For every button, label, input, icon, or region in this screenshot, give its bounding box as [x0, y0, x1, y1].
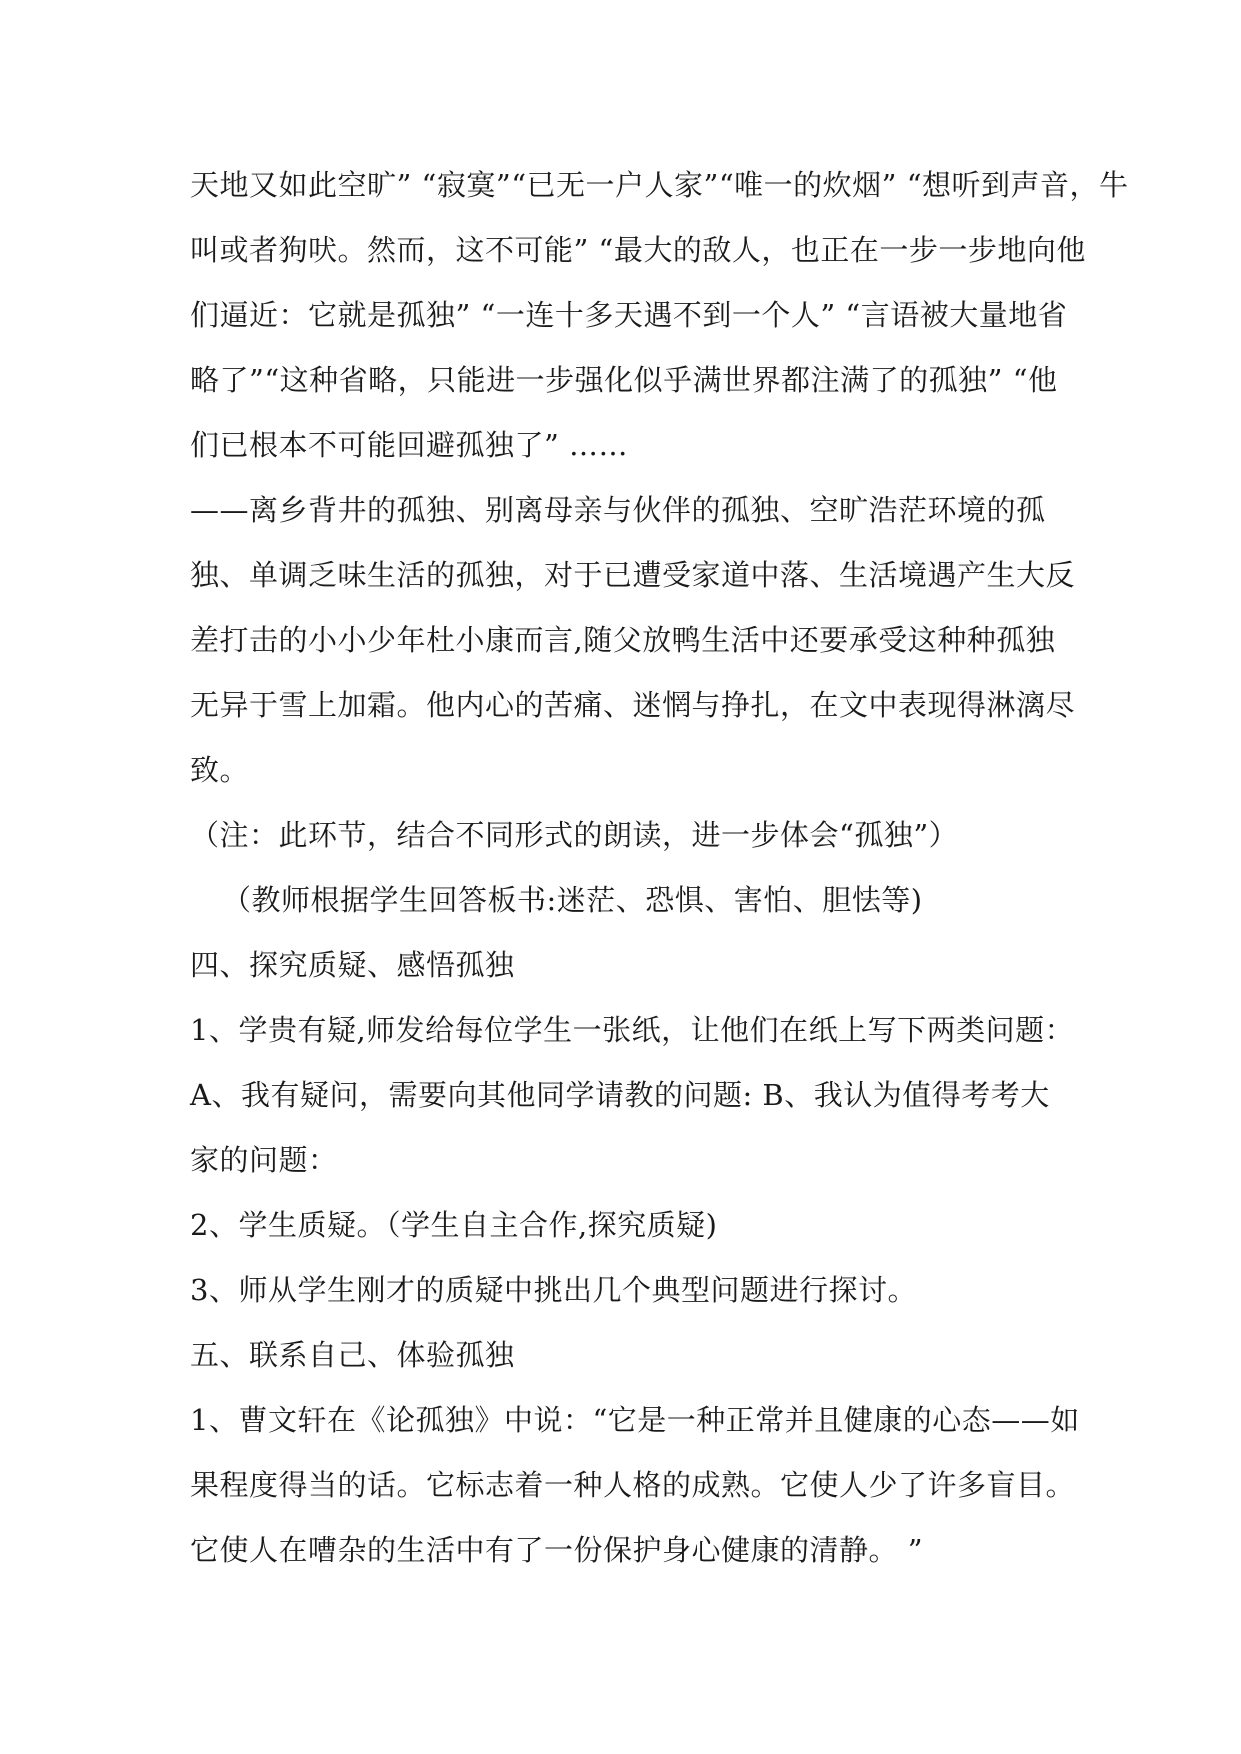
text-line: 差打击的小小少年杜小康而言,随父放鸭生活中还要承受这种种孤独 — [190, 623, 1056, 657]
list-item: 2、学生质疑。（学生自主合作,探究质疑) — [190, 1208, 718, 1242]
text-line: 独、单调乏味生活的孤独，对于已遭受家道中落、生活境遇产生大反 — [190, 558, 1076, 592]
text-line: 无异于雪上加霜。他内心的苦痛、迷惘与挣扎，在文中表现得淋漓尽 — [190, 688, 1076, 722]
teacher-note-line: （教师根据学生回答板书:迷茫、恐惧、害怕、胆怯等) — [222, 883, 923, 917]
list-item: 1、曹文轩在《论孤独》中说：“它是一种正常并且健康的心态——如 — [190, 1403, 1080, 1437]
section-title: 五、联系自己、体验孤独 — [190, 1338, 515, 1372]
section-title: 四、探究质疑、感悟孤独 — [190, 948, 515, 982]
list-item: 果程度得当的话。它标志着一种人格的成熟。它使人少了许多盲目。 — [190, 1468, 1076, 1502]
text-line: 略了”“这种省略，只能进一步强化似乎满世界都注满了的孤独” “他 — [190, 363, 1058, 397]
list-item: 1、学贵有疑,师发给每位学生一张纸，让他们在纸上写下两类问题： — [190, 1013, 1075, 1047]
list-item: A、我有疑问，需要向其他同学请教的问题: B、我认为值得考考大 — [190, 1078, 1050, 1112]
text-line: 致。 — [190, 753, 250, 787]
text-line: 叫或者狗吠。然而，这不可能” “最大的敌人，也正在一步一步地向他 — [190, 233, 1086, 267]
text-line: 们已根本不可能回避孤独了” …… — [190, 428, 629, 462]
list-item: 3、师从学生刚才的质疑中挑出几个典型问题进行探讨。 — [190, 1273, 917, 1307]
text-line: 天地又如此空旷” “寂寞”“已无一户人家”“唯一的炊烟” “想听到声音，牛 — [190, 168, 1129, 202]
list-item: 家的问题： — [190, 1143, 338, 1177]
text-line: ——离乡背井的孤独、别离母亲与伙伴的孤独、空旷浩茫环境的孤 — [190, 493, 1046, 527]
list-item: 它使人在嘈杂的生活中有了一份保护身心健康的清静。 ” — [190, 1533, 924, 1567]
note-line: （注：此环节，结合不同形式的朗读，进一步体会“孤独”） — [190, 818, 959, 852]
text-line: 们逼近：它就是孤独” “一连十多天遇不到一个人” “言语被大量地省 — [190, 298, 1068, 332]
